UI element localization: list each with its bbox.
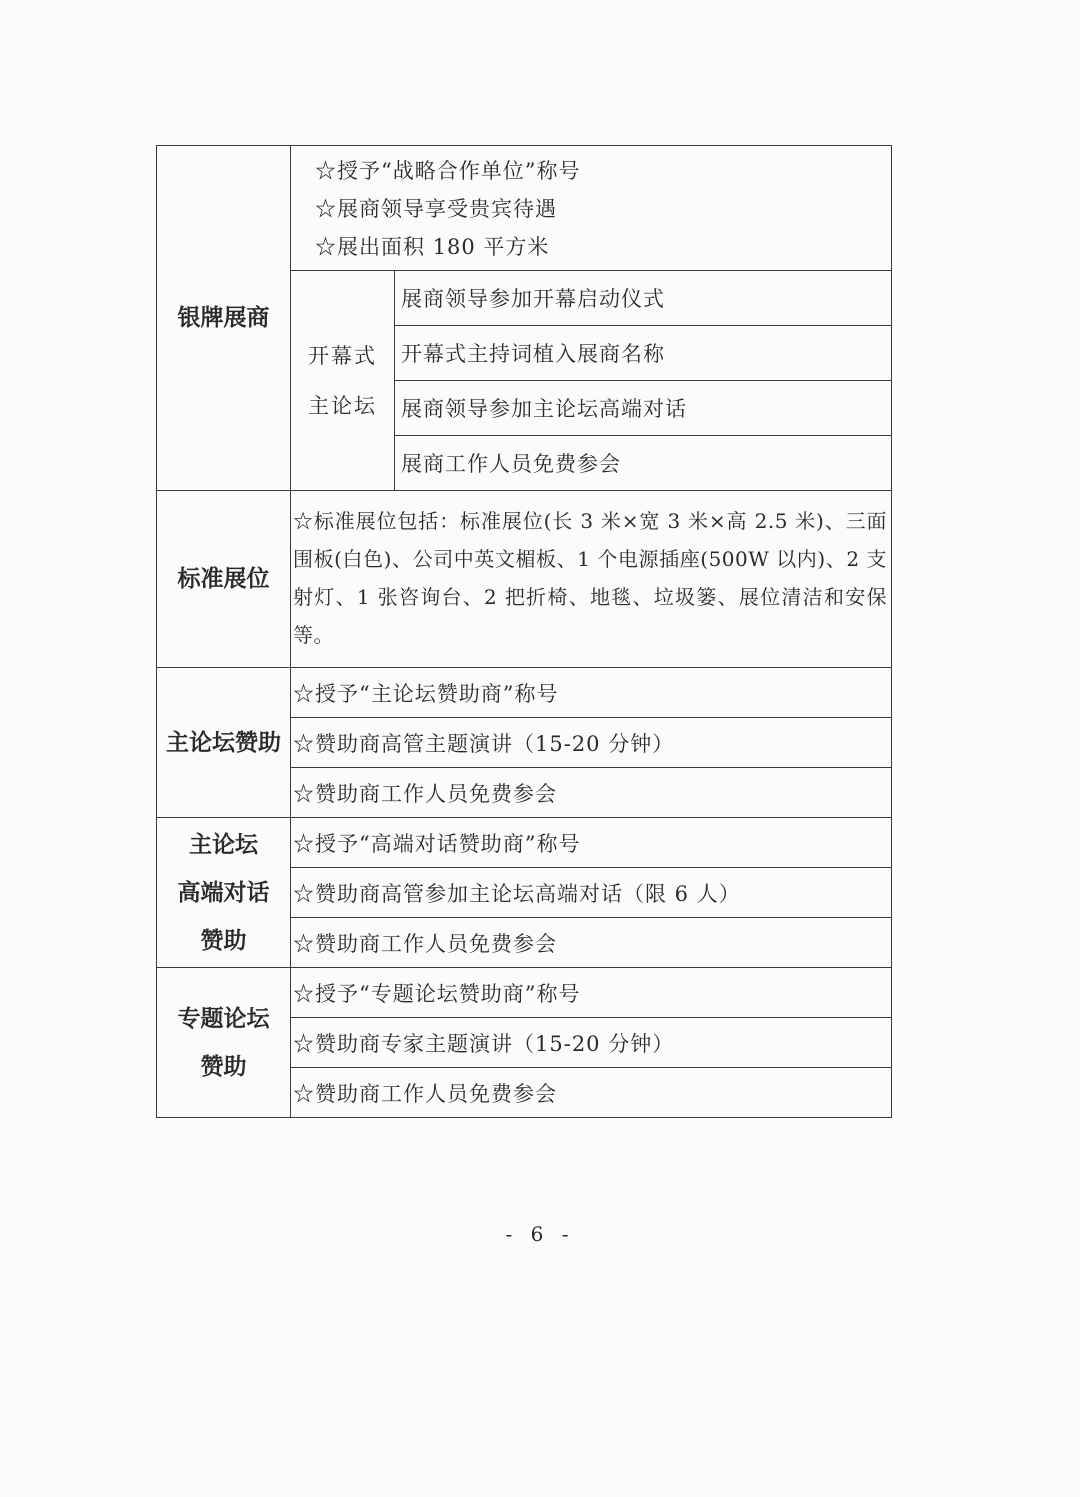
list-item: ☆赞助商工作人员免费参会 <box>291 918 892 968</box>
list-item: ☆授予“主论坛赞助商”称号 <box>291 668 892 718</box>
table-row <box>157 668 892 718</box>
list-item: 展商领导参加开幕启动仪式 <box>395 271 892 326</box>
list-item: ☆展出面积 180 平方米 <box>315 235 550 259</box>
page-number: - 6 - <box>505 1222 575 1246</box>
list-item: ☆展商领导享受贵宾待遇 <box>315 197 557 221</box>
table-row <box>157 146 892 271</box>
table-row <box>157 968 892 1018</box>
list-item: 开幕式主持词植入展商名称 <box>395 326 892 381</box>
category-dialogue-sponsor: 主论坛 高端对话 赞助 <box>157 818 291 968</box>
list-item: ☆授予“高端对话赞助商”称号 <box>291 818 892 868</box>
category-main-forum-sponsor: 主论坛赞助 <box>157 668 291 818</box>
category-silver-exhibitor: 银牌展商 <box>157 146 291 491</box>
standard-booth-description: ☆标准展位包括：标准展位(长 3 米×宽 3 米×高 2.5 米)、三面围板(白色)、公司中英文楣板、1 个电源插座(500W 以内)、2 支射灯、1 张咨询台、2 把折椅、地毯、垃圾篓、展位清洁和安保等。 <box>291 491 892 668</box>
list-item: ☆赞助商工作人员免费参会 <box>291 768 892 818</box>
table-row <box>157 818 892 868</box>
list-item: ☆赞助商专家主题演讲（15-20 分钟） <box>291 1018 892 1068</box>
list-item: ☆赞助商高管参加主论坛高端对话（限 6 人） <box>291 868 892 918</box>
category-standard-booth: 标准展位 <box>157 491 291 668</box>
list-item: ☆授予“战略合作单位”称号 <box>315 159 581 183</box>
silver-benefits <box>291 146 892 271</box>
category-special-forum-sponsor: 专题论坛 赞助 <box>157 968 291 1118</box>
list-item: 展商领导参加主论坛高端对话 <box>395 381 892 436</box>
list-item: 展商工作人员免费参会 <box>395 436 892 491</box>
list-item: ☆赞助商高管主题演讲（15-20 分钟） <box>291 718 892 768</box>
list-item: ☆授予“专题论坛赞助商”称号 <box>291 968 892 1018</box>
opening-forum-label: 开幕式 主论坛 <box>291 271 395 491</box>
list-item: ☆赞助商工作人员免费参会 <box>291 1068 892 1118</box>
table-row <box>157 491 892 668</box>
sponsorship-table <box>156 145 892 1118</box>
